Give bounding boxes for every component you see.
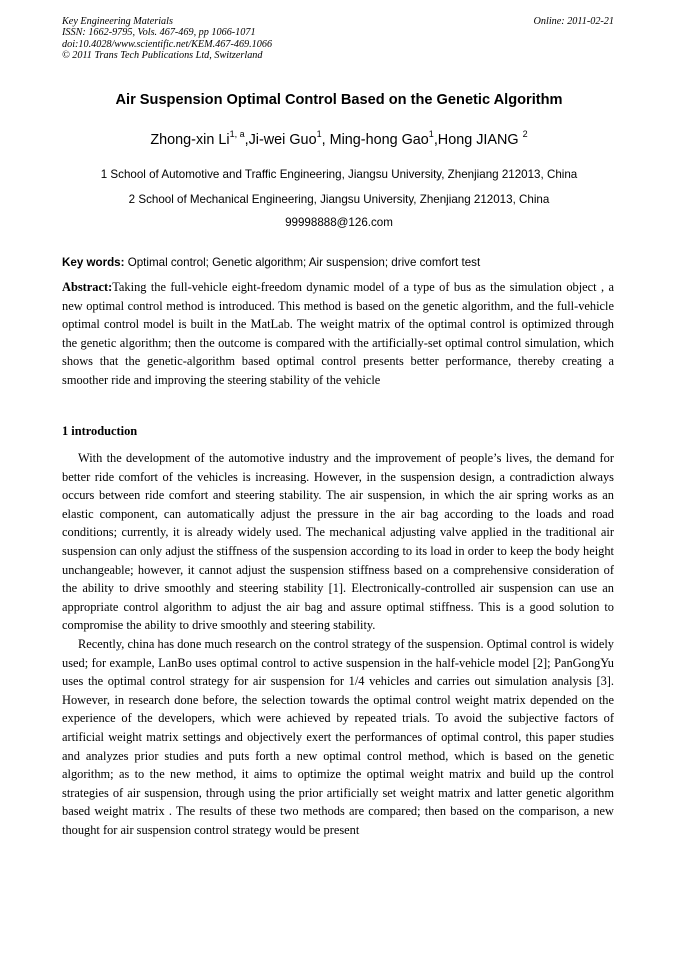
author-name: , Ming-hong Gao	[321, 131, 429, 148]
affiliation-2: 2 School of Mechanical Engineering, Jiangsu University, Zhenjiang 212013, China	[128, 193, 550, 206]
copyright-line: © 2011 Trans Tech Publications Ltd, Switzerland	[62, 50, 263, 62]
author-affiliation-mark: 1	[316, 129, 322, 139]
keywords-text: Optimal control; Genetic algorithm; Air suspension; drive comfort test	[124, 256, 481, 269]
contact-email: 99998888@126.com	[285, 216, 393, 229]
abstract-text: Taking the full-vehicle eight-freedom dynamic model of a type of bus as the simulation object , a new optimal control method is introduced. This method is based on the genetic algorithm, and the full-vehicle optimal control model is built in the MatLab. The weight matrix of the optimal control is optimized through the genetic algorithm; then the outcome is compared with the artificially-set optimal control simulation, which shows that the genetic-algorithm based optimal control presents better performance, thereby creating a smoother ride and improving the steering stability of the vehicle	[62, 280, 614, 387]
keywords	[62, 256, 622, 269]
journal-name: Key Engineering Materials	[62, 16, 173, 27]
keywords-label: Key words:	[62, 256, 125, 269]
section-body	[62, 449, 614, 839]
abstract	[62, 278, 614, 390]
abstract-label: Abstract:	[62, 280, 113, 294]
author-name: ,Hong JIANG	[433, 131, 523, 148]
paragraph: Recently, china has done much research on the control strategy of the suspension. Optimal control is widely used; for example, LanBo uses optimal control to active suspension in the half-vehicle model [2]; PanGongYu uses the optimal control strategy for air suspension for 1/4 vehicles and carries out simulation analysis [3]. However, in research done before, the selection towards the optimal control weight matrix depended on the experience of the developers, which were achieved by repeated trials. To avoid the subjective factors of artificial weight matrix settings and objectively exert the performances of optimal control, this paper studies and analyzes prior studies and puts forth a new optimal control method, which is based on the genetic algorithm; as to the new method, it aims to optimize the optimal weight matrix and build up the control strategies of air suspension, through using the prior artificially set weight matrix and latter genetic algorithm based weight matrix . The results of these two methods are compared; then based on the comparison, a new thought for air suspension control strategy would be present	[62, 636, 614, 837]
author-name: ,Ji-wei Guo	[244, 131, 317, 148]
issn-line: ISSN: 1662-9795, Vols. 467-469, pp 1066-1071	[62, 27, 256, 39]
author-list	[40, 130, 638, 148]
section-heading: 1 introduction	[62, 424, 138, 438]
paragraph: With the development of the automotive industry and the improvement of people’s lives, the demand for better ride comfort of the vehicles is increasing. However, in the suspension design, a contradiction always occurs between ride comfort and steering stability. The air suspension, in which the air spring works as an elastic component, can automatically adjust the pressure in the air bag according to the loads and road conditions; currently, it is already widely used. The mechanical adjusting valve applied in the traditional air suspension can only adjust the stiffness of the suspension according to its load in order to keep the body height unchangeable; however, it cannot adjust the suspension stiffness based on a comprehensive consideration of the ability to drive smoothly and steering stability [1]. Electronically-controlled air suspension can use an appropriate control algorithm to adjust the air bag and assure optimal stiffness. This is a good solution to compromise the ability to drive smoothly and steering stability.	[62, 451, 614, 633]
paper-title: Air Suspension Optimal Control Based on the Genetic Algorithm	[115, 92, 563, 108]
affiliation-1: 1 School of Automotive and Traffic Engineering, Jiangsu University, Zhenjiang 212013, China	[100, 168, 578, 181]
doi-line: doi:10.4028/www.scientific.net/KEM.467-469.1066	[62, 38, 273, 50]
online-date: Online: 2011-02-21	[533, 16, 614, 27]
author-affiliation-mark: 1, a	[229, 129, 245, 139]
author-name: Zhong-xin Li	[150, 131, 230, 148]
journal-header	[62, 16, 614, 62]
author-affiliation-mark: 1	[428, 129, 434, 139]
author-affiliation-mark: 2	[522, 129, 528, 139]
